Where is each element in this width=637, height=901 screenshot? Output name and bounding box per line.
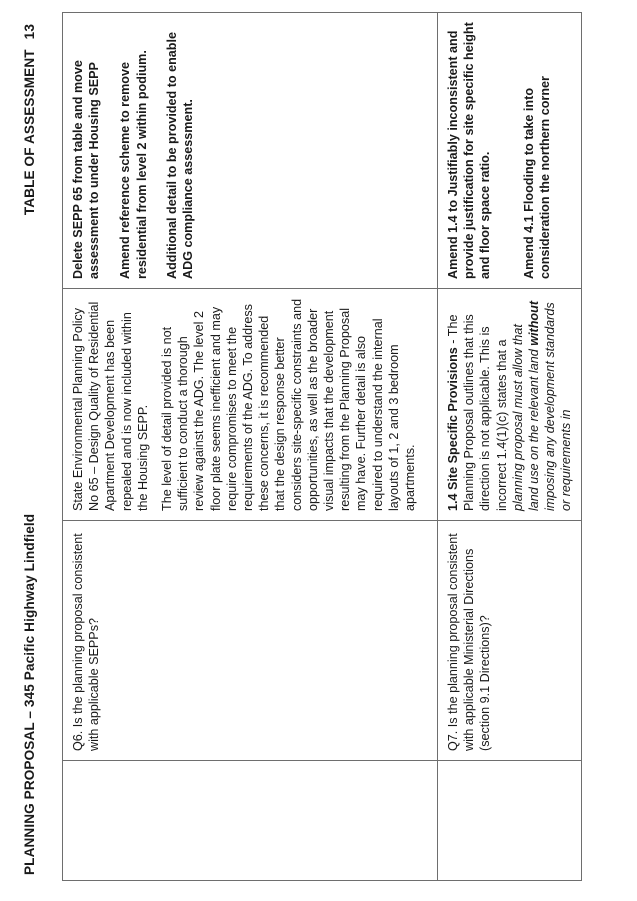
- table-row: [438, 13, 582, 881]
- empty-cell: [438, 761, 582, 881]
- question-cell: [63, 521, 438, 761]
- assessment-table: [62, 12, 582, 881]
- assessment-paragraph: State Environmental Planning Policy No 65 – Design Quality of Residential Apartment Development has been repealed and is now included within the Housing SEPP.: [71, 301, 150, 511]
- question-text: Q7. Is the planning proposal consistent with applicable Ministerial Directions (section 9.1 Directions)?: [446, 533, 493, 751]
- document-title: PLANNING PROPOSAL – 345 Pacific Highway Lindfield: [22, 513, 37, 875]
- recommendation-cell: [438, 13, 582, 289]
- table-row: [63, 13, 438, 881]
- assessment-paragraph: The level of detail provided is not sufficient to conduct a thorough review against the ADG. The level 2 floor plate seems inefficient and may require compromises to meet the requirements of the ADG. To address these concerns, it is recommended that the design response better considers site-specific constraints and opportunities, as well as the broader visual impacts that the development resulting from the Planning Proposal may have. Further detail is also required to understand the internal layouts of 1, 2 and 3 bedroom apartments.: [160, 298, 418, 511]
- quoted-direction: imposing any development standards or requirements in: [543, 302, 574, 511]
- empty-cell: [63, 761, 438, 881]
- quoted-direction: planning proposal must allow that land use on the relevant land: [510, 324, 542, 511]
- emphasis-text: without: [527, 300, 542, 346]
- assessment-text: - The Planning Proposal outlines that this direction is not applicable. This is incorrect 1.4(1)(c) states that a: [446, 314, 509, 511]
- assessment-paragraph: [445, 298, 575, 511]
- section-title: TABLE OF ASSESSMENT: [22, 49, 37, 216]
- direction-heading: 1.4 Site Specific Provisions: [446, 347, 460, 511]
- recommendation-text: Amend reference scheme to remove residential from level 2 within podium.: [118, 50, 149, 279]
- question-text: Q6. Is the planning proposal consistent with applicable SEPPs?: [71, 533, 102, 751]
- recommendation-text: Amend 1.4 to Justifiably inconsistent and provide justification for site specific height and floor space ratio.: [446, 22, 493, 279]
- recommendation-text: Amend 4.1 Flooding to take into consideration the northern corner: [521, 76, 552, 279]
- question-cell: [438, 521, 582, 761]
- recommendation-text: Additional detail to be provided to enable ADG compliance assessment.: [164, 32, 196, 279]
- page-number: 13: [22, 24, 37, 40]
- section-header: [22, 24, 37, 215]
- assessment-cell: [438, 289, 582, 521]
- assessment-cell: [63, 289, 438, 521]
- recommendation-cell: [63, 13, 438, 289]
- recommendation-text: Delete SEPP 65 from table and move assessment to under Housing SEPP: [71, 60, 102, 279]
